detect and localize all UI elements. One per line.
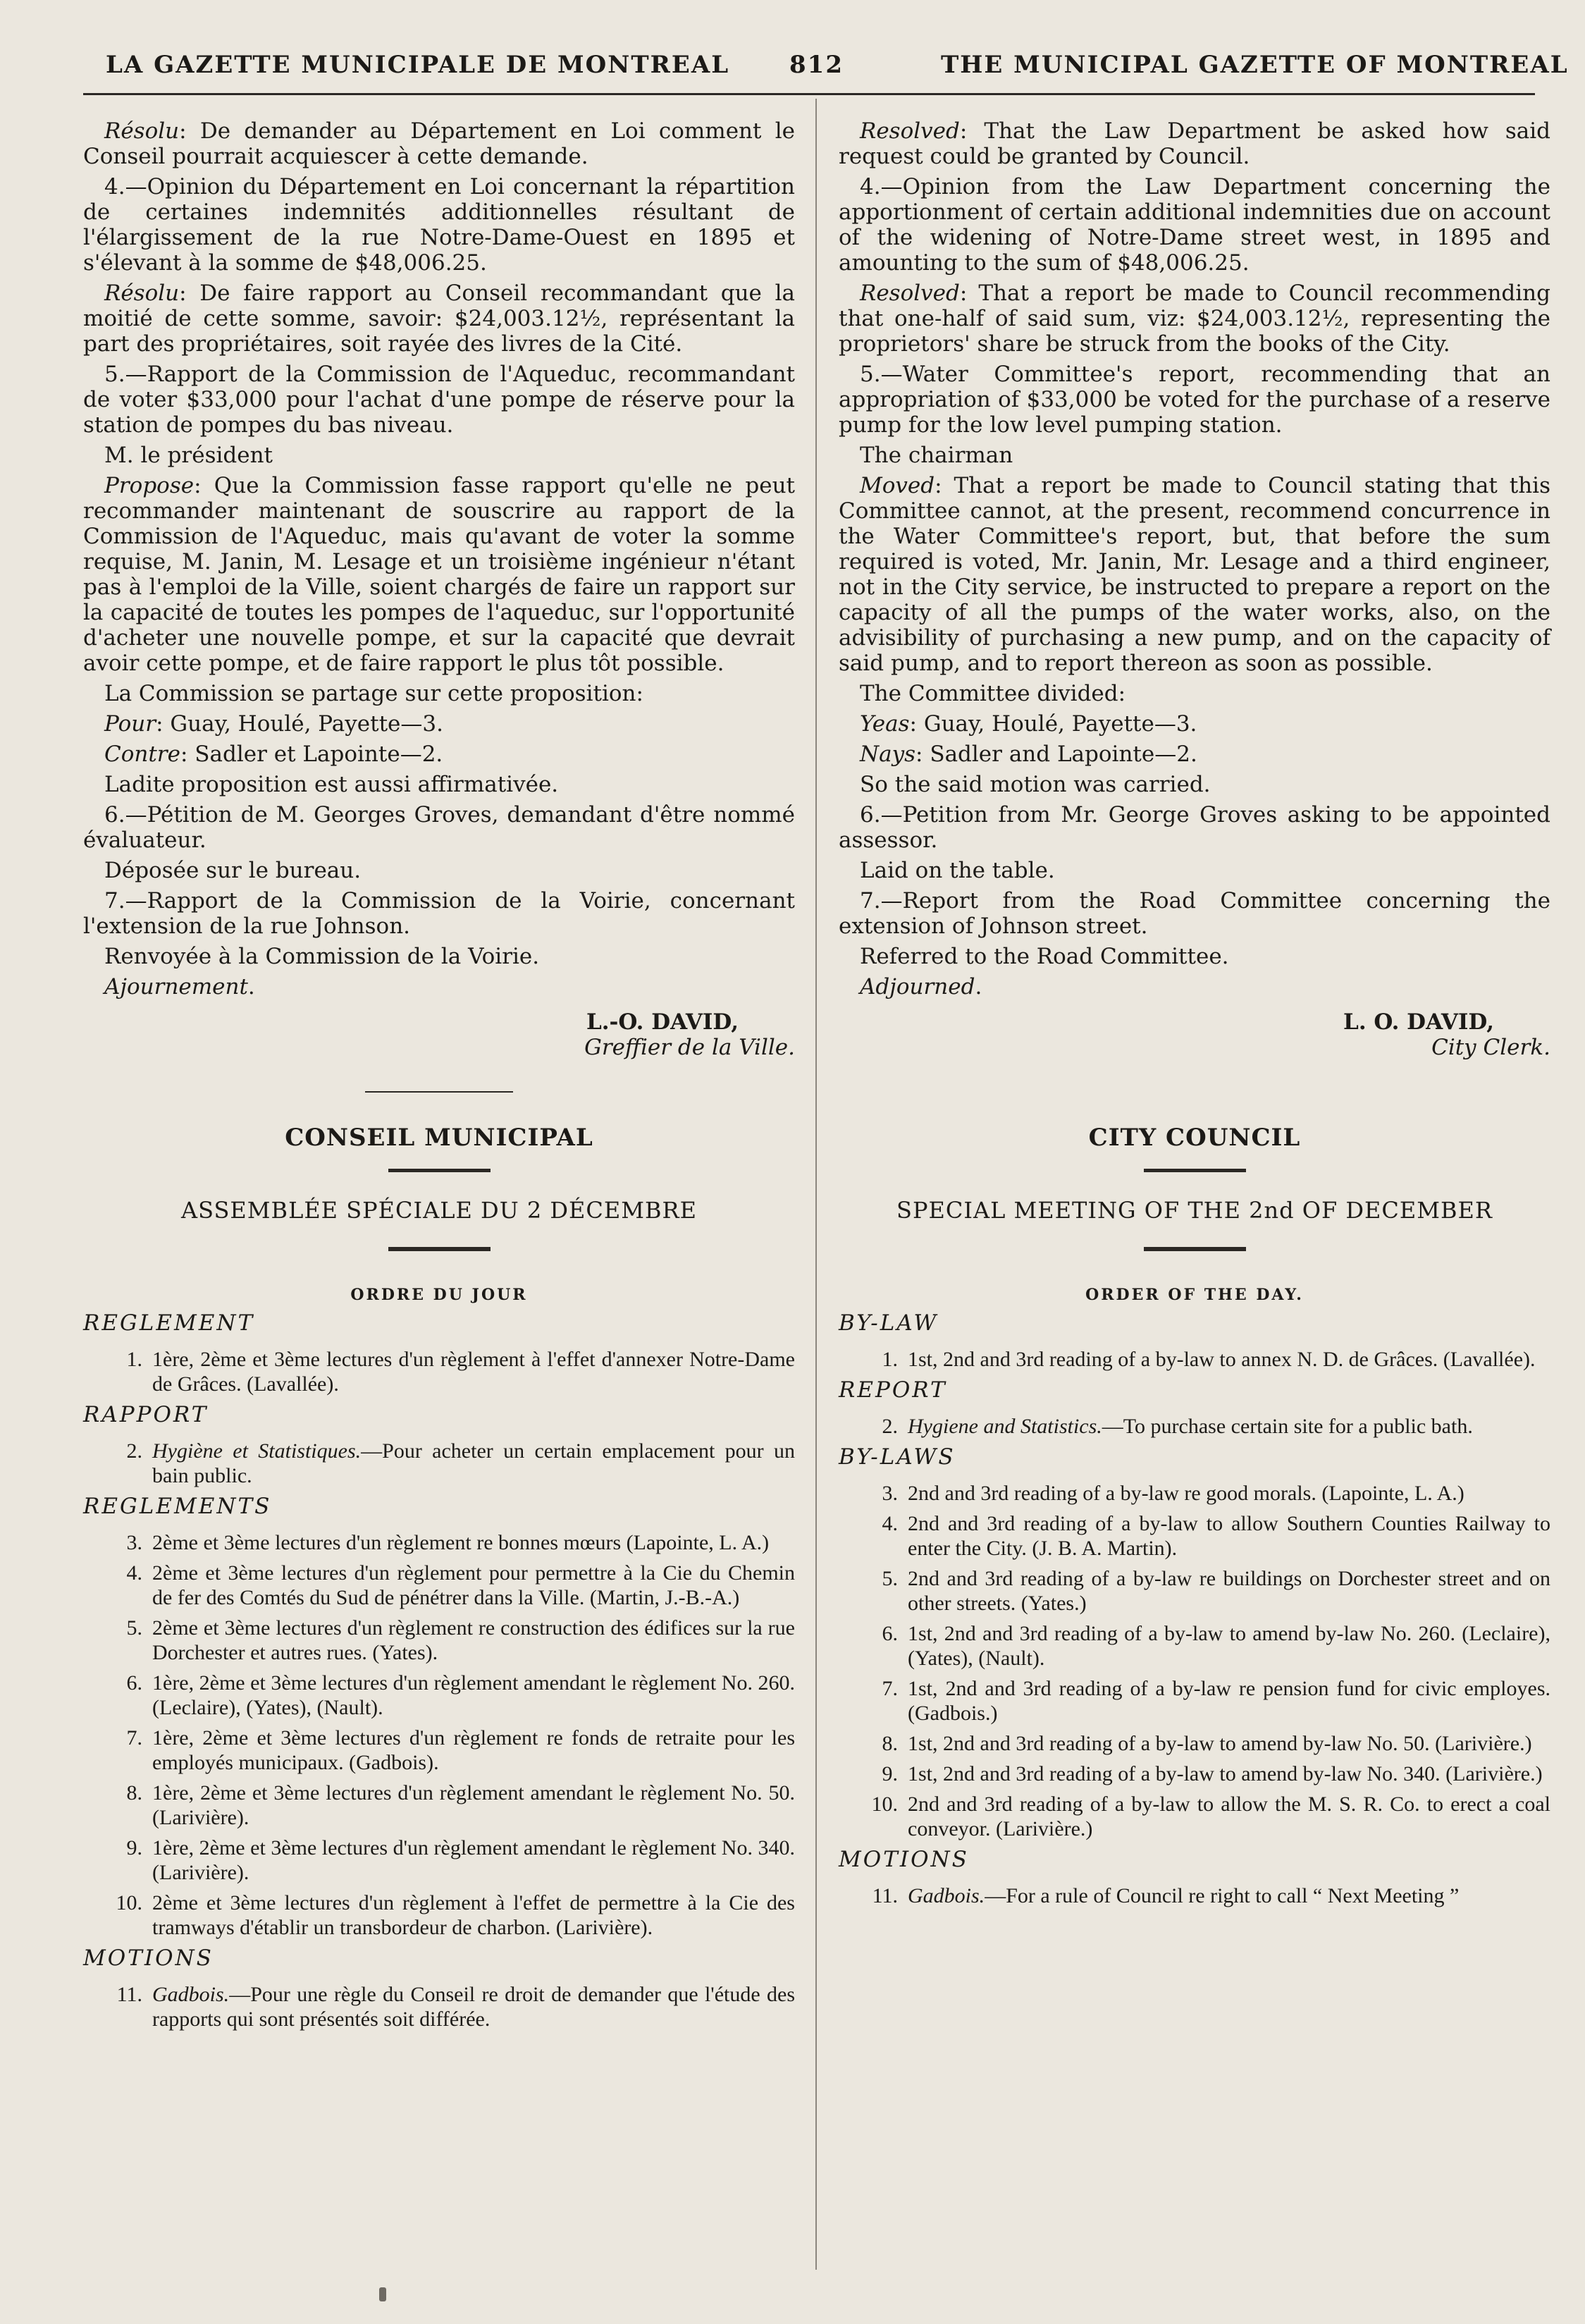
paragraph: Pour: Guay, Houlé, Payette—3. xyxy=(104,711,443,737)
agenda-item: 6. 1st, 2nd and 3rd reading of a by-law to amend by-law No. 260. (Leclaire), (Yates), (Nault). xyxy=(882,1622,1550,1670)
meeting-title: SPECIAL MEETING OF THE 2nd OF DECEMBER xyxy=(896,1197,1493,1224)
agenda-item: 7. 1ère, 2ème et 3ème lectures d'un règlement re fonds de retraite pour les employés municipaux. (Gadbois). xyxy=(126,1726,795,1774)
category-heading: BY-LAWS xyxy=(839,1444,956,1470)
agenda-item: 10. 2ème et 3ème lectures d'un règlement à l'effet de permettre à la Cie des tramways d'établir un transbordeur de charbon. (Larivière). xyxy=(116,1891,795,1939)
header-rule xyxy=(83,93,1535,95)
paragraph: Ajournement. xyxy=(104,974,255,1000)
paragraph: Moved: That a report be made to Council stating that this Committee cannot, at the present, recommend concurrence in the Water Committee's report, but, that before the sum required is voted, Mr. Janin, Mr. Lesage and a third engineer, not in the City service, be instructed to prepare a report on the capacity of all the pumps of the water works, also, on the advisibility of purchasing a new pump, and on the capacity of said pump, and to report thereon as soon as possible. xyxy=(839,473,1550,676)
signature-name: L. O. DAVID, xyxy=(1343,1009,1494,1035)
paragraph: Résolu: De demander au Département en Loi comment le Conseil pourrait acquiescer à cette demande. xyxy=(83,118,795,169)
agenda-item: 3. 2nd and 3rd reading of a by-law re good morals. (Lapointe, L. A.) xyxy=(882,1482,1464,1505)
category-heading: MOTIONS xyxy=(83,1945,214,1971)
title-rule xyxy=(1144,1169,1246,1172)
signature-name: L.-O. DAVID, xyxy=(586,1009,739,1035)
agenda-item: 2. Hygiène et Statistiques.—Pour acheter un certain emplacement pour un bain public. xyxy=(126,1439,796,1487)
category-heading: REGLEMENTS xyxy=(83,1494,272,1519)
paragraph: Resolved: That a report be made to Council recommending that one-half of said sum, viz: $24,003.12½, representing the proprietors' share be struck from the books of the City. xyxy=(839,281,1550,357)
agenda-item: 10. 2nd and 3rd reading of a by-law to allow the M. S. R. Co. to erect a coal conveyor. (Larivière.) xyxy=(871,1793,1550,1840)
french-column xyxy=(83,118,795,2037)
page-number: 812 xyxy=(789,51,844,79)
paragraph: Adjourned. xyxy=(860,974,982,1000)
paragraph: Ladite proposition est aussi affirmativée. xyxy=(104,772,559,797)
paragraph: 5.—Rapport de la Commission de l'Aqueduc, recommandant de voter $33,000 pour l'achat d'une pompe de réserve pour la station de pompes du bas niveau. xyxy=(83,362,795,438)
paragraph: 5.—Water Committee's report, recommending that an appropriation of $33,000 be voted for the purchase of a reserve pump for the low level pumping station. xyxy=(839,362,1550,438)
agenda-item: 9. 1st, 2nd and 3rd reading of a by-law to amend by-law No. 340. (Larivière.) xyxy=(882,1762,1543,1785)
paragraph: Nays: Sadler and Lapointe—2. xyxy=(860,742,1197,767)
agenda-item: 2. Hygiene and Statistics.—To purchase certain site for a public bath. xyxy=(882,1415,1473,1438)
agenda-item: 5. 2nd and 3rd reading of a by-law re buildings on Dorchester street and on other streets. (Yates.) xyxy=(882,1567,1550,1615)
paragraph: Résolu: De faire rapport au Conseil recommandant que la moitié de cette somme, savoir: $24,003.12½, représentant la part des propriétaires, soit rayée des livres de la Cité. xyxy=(83,281,795,357)
section-divider xyxy=(365,1091,513,1093)
ink-speck xyxy=(379,2287,386,2301)
paragraph: 6.—Petition from Mr. George Groves asking to be appointed assessor. xyxy=(839,802,1550,853)
agenda-item: 1. 1ère, 2ème et 3ème lectures d'un règlement à l'effet d'annexer Notre-Dame de Grâces. (Lavallée). xyxy=(126,1348,795,1396)
agenda-item: 1. 1st, 2nd and 3rd reading of a by-law to annex N. D. de Grâces. (Lavallée). xyxy=(882,1348,1536,1371)
paragraph: Déposée sur le bureau. xyxy=(104,858,362,883)
paragraph: Resolved: That the Law Department be asked how said request could be granted by Council. xyxy=(839,118,1550,169)
category-heading: BY-LAW xyxy=(839,1310,939,1336)
paragraph: The chairman xyxy=(860,443,1013,468)
paragraph: 4.—Opinion du Département en Loi concernant la répartition de certaines indemnités additionnelles résultant de l'élargissement de la rue Notre-Dame-Ouest en 1895 et s'élevant à la somme de $48,006.25. xyxy=(83,174,795,276)
agenda-item: 6. 1ère, 2ème et 3ème lectures d'un règlement amendant le règlement No. 260. (Leclaire), (Yates), (Nault). xyxy=(126,1671,795,1719)
paragraph: 6.—Pétition de M. Georges Groves, demandant d'être nommé évaluateur. xyxy=(83,802,795,853)
paragraph: Laid on the table. xyxy=(860,858,1055,883)
category-heading: MOTIONS xyxy=(839,1847,969,1872)
paragraph: Propose: Que la Commission fasse rapport qu'elle ne peut recommander maintenant de souscrire au rapport de la Commission de l'Aqueduc, mais qu'avant de voter la somme requise, M. Janin, M. Lesage et un troisième ingénieur n'étant pas à l'emploi de la Ville, soient chargés de faire un rapport sur la capacité de toutes les pompes de l'aqueduc, sur l'opportunité d'acheter une nouvelle pompe, et sur la capacité que devrait avoir cette pompe, et de faire rapport le plus tôt possible. xyxy=(83,473,795,676)
order-heading: ORDER OF THE DAY. xyxy=(1085,1286,1304,1304)
title-rule xyxy=(388,1247,491,1251)
english-column xyxy=(839,118,1550,1914)
order-heading: ORDRE DU JOUR xyxy=(350,1286,528,1304)
paragraph: M. le président xyxy=(104,443,273,468)
category-heading: REGLEMENT xyxy=(83,1310,255,1336)
paragraph: Referred to the Road Committee. xyxy=(860,944,1229,969)
signature-block xyxy=(83,1009,795,1060)
header-english-title: THE MUNICIPAL GAZETTE OF MONTREAL xyxy=(941,51,1569,79)
agenda-item: 11. Gadbois.—For a rule of Council re right to call “ Next Meeting ” xyxy=(872,1884,1460,1907)
agenda-item: 7. 1st, 2nd and 3rd reading of a by-law re pension fund for civic employes. (Gadbois.) xyxy=(882,1677,1550,1725)
agenda-item: 9. 1ère, 2ème et 3ème lectures d'un règlement amendant le règlement No. 340. (Larivière). xyxy=(126,1836,795,1884)
agenda-item: 4. 2ème et 3ème lectures d'un règlement pour permettre à la Cie du Chemin de fer des Comtés du Sud de pénétrer dans la Ville. (Martin, J.-B.-A.) xyxy=(126,1561,795,1609)
section-title: CONSEIL MUNICIPAL xyxy=(285,1124,593,1152)
agenda-item: 4. 2nd and 3rd reading of a by-law to allow Southern Counties Railway to enter the City. (J. B. A. Martin). xyxy=(882,1512,1550,1560)
agenda-item: 11. Gadbois.—Pour une règle du Conseil re droit de demander que l'étude des rapports qui sont présentés soit différée. xyxy=(116,1983,795,2031)
paragraph: Contre: Sadler et Lapointe—2. xyxy=(104,742,443,767)
agenda-item: 3. 2ème et 3ème lectures d'un règlement re bonnes mœurs (Lapointe, L. A.) xyxy=(126,1531,770,1554)
paragraph: La Commission se partage sur cette proposition: xyxy=(104,681,643,706)
category-heading: REPORT xyxy=(839,1377,947,1403)
paragraph: 4.—Opinion from the Law Department concerning the apportionment of certain additional indemnities due on account of the widening of Notre-Dame street west, in 1895 and amounting to the sum of $48,006.25. xyxy=(839,174,1550,276)
meeting-title: ASSEMBLÉE SPÉCIALE DU 2 DÉCEMBRE xyxy=(181,1197,697,1224)
paragraph: So the said motion was carried. xyxy=(860,772,1211,797)
signature-role: City Clerk. xyxy=(1431,1035,1550,1060)
paragraph: 7.—Report from the Road Committee concerning the extension of Johnson street. xyxy=(839,888,1550,939)
signature-role: Greffier de la Ville. xyxy=(584,1035,795,1060)
agenda-item: 8. 1ère, 2ème et 3ème lectures d'un règlement amendant le règlement No. 50. (Larivière). xyxy=(126,1781,795,1829)
paragraph: The Committee divided: xyxy=(860,681,1126,706)
section-title: CITY COUNCIL xyxy=(1088,1124,1301,1152)
paragraph: 7.—Rapport de la Commission de la Voirie, concernant l'extension de la rue Johnson. xyxy=(83,888,795,939)
signature-block xyxy=(839,1009,1550,1060)
category-heading: RAPPORT xyxy=(83,1402,209,1427)
agenda-item: 5. 2ème et 3ème lectures d'un règlement re construction des édifices sur la rue Dorchester et autres rues. (Yates). xyxy=(126,1616,795,1664)
title-rule xyxy=(388,1169,491,1172)
column-divider xyxy=(815,99,817,2270)
paragraph: Yeas: Guay, Houlé, Payette—3. xyxy=(860,711,1197,737)
agenda-item: 8. 1st, 2nd and 3rd reading of a by-law to amend by-law No. 50. (Larivière.) xyxy=(882,1732,1532,1755)
title-rule xyxy=(1144,1247,1246,1251)
paragraph: Renvoyée à la Commission de la Voirie. xyxy=(104,944,540,969)
header-french-title: LA GAZETTE MUNICIPALE DE MONTREAL xyxy=(106,51,730,79)
